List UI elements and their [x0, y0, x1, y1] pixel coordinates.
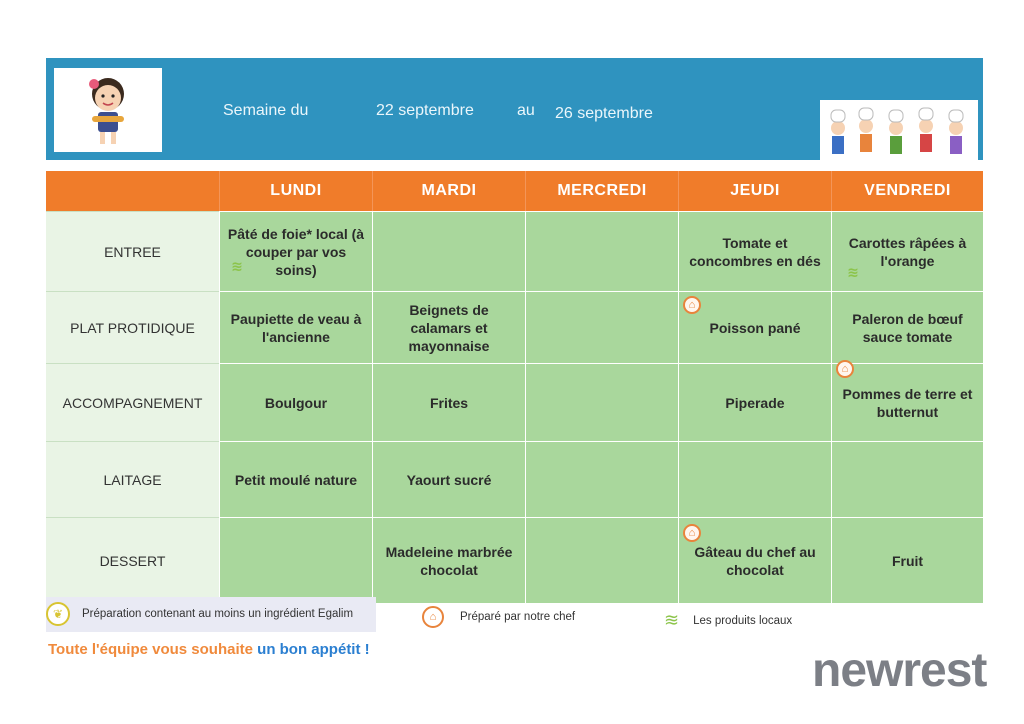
menu-cell — [219, 211, 372, 291]
menu-cell — [525, 363, 678, 441]
legend-egalim-text: Préparation contenant au moins un ingrédient Egalim — [82, 608, 354, 620]
day-header-mercredi: MERCREDI — [525, 171, 678, 211]
day-header-jeudi: JEUDI — [678, 171, 831, 211]
menu-cell — [678, 211, 831, 291]
chef-house-icon: ⌂ — [836, 360, 854, 378]
dish-text: Madeleine marbrée chocolat — [385, 543, 513, 578]
dish-text: Beignets de calamars et mayonnaise — [408, 301, 490, 354]
local-fields-icon: ≋ — [847, 264, 859, 280]
egalim-leaf-icon: ❦ — [46, 602, 70, 626]
legend-egalim — [46, 602, 353, 626]
legend-chef — [422, 606, 575, 628]
dish-text: Gâteau du chef au chocolat — [694, 543, 816, 578]
start-date: 22 septembre — [376, 102, 474, 119]
footer-message-part2: un bon appétit ! — [257, 641, 370, 658]
dish-text: Pâté de foie* local (à couper par vos soins) — [227, 225, 365, 278]
dish-text: Frites — [429, 394, 469, 411]
menu-cell — [678, 291, 831, 363]
row-label-laitage: LAITAGE — [46, 441, 219, 517]
end-date: 26 septembre — [555, 105, 653, 122]
row-label-entree: ENTREE — [46, 211, 219, 291]
dish-text: Fruit — [891, 552, 924, 569]
menu-cell — [525, 441, 678, 517]
footer-message-part1: Toute l'équipe vous souhaite — [48, 641, 253, 658]
menu-cell — [219, 291, 372, 363]
menu-cell — [219, 363, 372, 441]
row-label-dessert: DESSERT — [46, 517, 219, 603]
menu-cell — [219, 517, 372, 603]
menu-cell — [525, 291, 678, 363]
menu-cell — [831, 291, 983, 363]
menu-cell — [372, 441, 525, 517]
chef-house-icon: ⌂ — [683, 296, 701, 314]
legend-local — [664, 610, 792, 631]
menu-cell — [678, 363, 831, 441]
to-label: au — [517, 102, 535, 119]
menu-cell — [525, 211, 678, 291]
week-label: Semaine du — [223, 102, 309, 119]
grid-corner — [46, 171, 219, 211]
menu-cell — [678, 441, 831, 517]
menu-cell — [372, 517, 525, 603]
kids-chefs-image — [820, 100, 978, 164]
dish-text: Pommes de terre et butternut — [842, 385, 973, 420]
menu-cell — [372, 363, 525, 441]
menu-cell — [831, 517, 983, 603]
row-label-accompagnement: ACCOMPAGNEMENT — [46, 363, 219, 441]
menu-cell — [372, 291, 525, 363]
dish-text: Carottes râpées à l'orange — [848, 234, 967, 269]
menu-cell — [831, 211, 983, 291]
local-fields-icon: ≋ — [231, 258, 243, 274]
local-fields-icon: ≋ — [664, 610, 680, 630]
day-header-lundi: LUNDI — [219, 171, 372, 211]
menu-grid — [46, 171, 983, 603]
dish-text: Poisson pané — [709, 319, 801, 336]
child-mascot-image — [54, 68, 162, 152]
dish-text: Paupiette de veau à l'ancienne — [230, 310, 362, 345]
menu-cell — [372, 211, 525, 291]
dish-text: Paleron de bœuf sauce tomate — [852, 310, 963, 345]
menu-cell — [525, 517, 678, 603]
menu-cell — [831, 441, 983, 517]
row-label-plat-protidique: PLAT PROTIDIQUE — [46, 291, 219, 363]
chef-house-icon: ⌂ — [683, 524, 701, 542]
chef-house-icon: ⌂ — [422, 606, 444, 628]
day-header-vendredi: VENDREDI — [831, 171, 983, 211]
newrest-logo: newrest — [812, 644, 987, 697]
menu-cell — [219, 441, 372, 517]
legend-local-text: Les produits locaux — [693, 614, 793, 627]
dish-text: Tomate et concombres en dés — [689, 234, 821, 269]
dish-text: Petit moulé nature — [234, 471, 358, 488]
dish-text: Piperade — [725, 394, 785, 411]
menu-cell — [678, 517, 831, 603]
dish-text: Yaourt sucré — [406, 471, 492, 488]
dish-text: Boulgour — [264, 394, 328, 411]
footer-message — [48, 641, 370, 658]
day-header-mardi: MARDI — [372, 171, 525, 211]
menu-cell — [831, 363, 983, 441]
legend-chef-text: Préparé par notre chef — [460, 611, 576, 623]
